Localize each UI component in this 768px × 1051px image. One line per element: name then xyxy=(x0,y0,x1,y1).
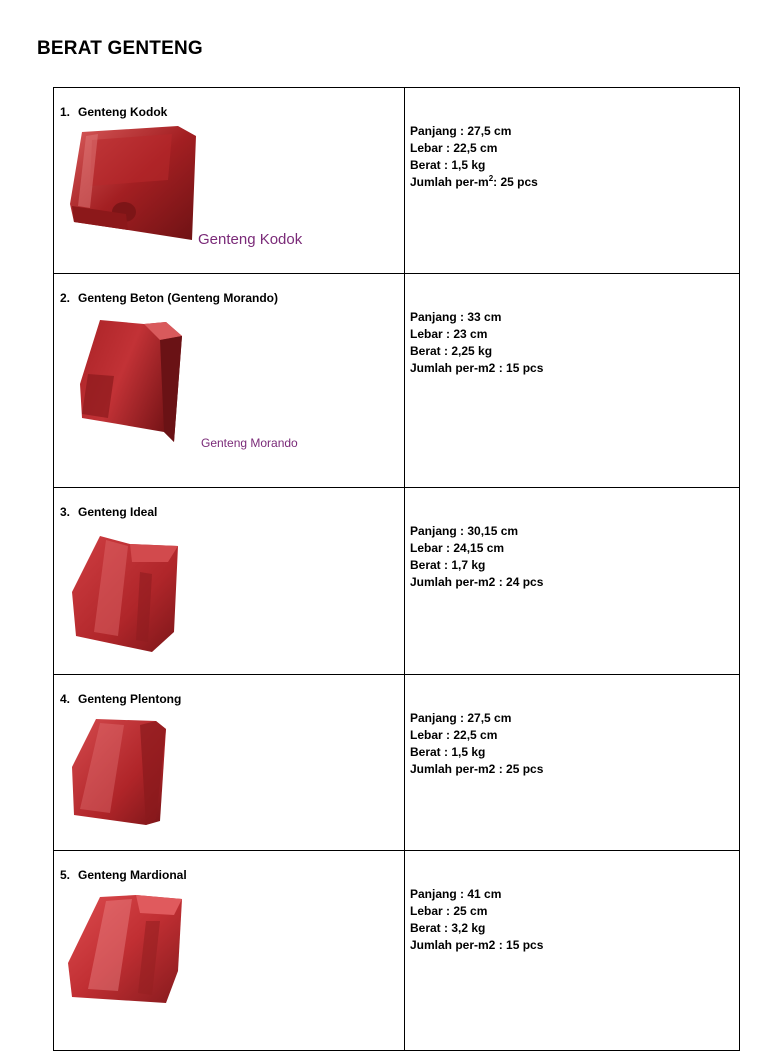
spec-lebar: Lebar : 22,5 cm xyxy=(410,141,498,155)
spec-cell xyxy=(405,675,740,851)
table-row xyxy=(54,88,740,274)
table-row xyxy=(54,851,740,1051)
spec-berat: Berat : 1,5 kg xyxy=(410,745,486,759)
page-title: BERAT GENTENG xyxy=(37,38,203,59)
spec-cell xyxy=(405,851,740,1051)
item-title: 3. Genteng Ideal xyxy=(60,505,158,519)
item-title: 1. Genteng Kodok xyxy=(60,105,168,119)
image-caption: Genteng Kodok xyxy=(198,231,303,248)
spec-berat: Berat : 1,7 kg xyxy=(410,558,486,572)
spec-berat: Berat : 1,5 kg xyxy=(410,158,486,172)
table-row xyxy=(54,274,740,488)
tile-cell xyxy=(54,88,405,274)
spec-jumlah: Jumlah per-m2 : 15 pcs xyxy=(410,361,544,375)
image-caption: Genteng Morando xyxy=(201,436,298,450)
table-row xyxy=(54,488,740,675)
genteng-morando-image xyxy=(78,314,190,444)
spec-cell xyxy=(405,88,740,274)
spec-list xyxy=(405,675,739,778)
genteng-plentong-image xyxy=(70,717,170,827)
spec-lebar: Lebar : 22,5 cm xyxy=(410,728,498,742)
genteng-kodok-image xyxy=(68,122,198,242)
roof-tile-weight-table xyxy=(53,87,740,1051)
spec-lebar: Lebar : 24,15 cm xyxy=(410,541,505,555)
genteng-ideal-image xyxy=(70,532,182,654)
spec-list xyxy=(405,88,739,191)
genteng-mardional-image xyxy=(66,891,186,1005)
spec-cell xyxy=(405,274,740,488)
spec-cell xyxy=(405,488,740,675)
spec-panjang: Panjang : 27,5 cm xyxy=(410,711,512,725)
spec-list xyxy=(405,488,739,591)
item-title: 4. Genteng Plentong xyxy=(60,692,182,706)
table-row xyxy=(54,675,740,851)
spec-panjang: Panjang : 30,15 cm xyxy=(410,524,519,538)
spec-panjang: Panjang : 27,5 cm xyxy=(410,124,512,138)
spec-list xyxy=(405,851,739,954)
spec-lebar: Lebar : 25 cm xyxy=(410,904,488,918)
item-title: 5. Genteng Mardional xyxy=(60,868,187,882)
spec-berat: Berat : 2,25 kg xyxy=(410,344,493,358)
tile-cell xyxy=(54,488,405,675)
spec-jumlah: Jumlah per-$m^2$: 25 pcs xyxy=(410,174,538,189)
tile-cell xyxy=(54,675,405,851)
spec-berat: Berat : 3,2 kg xyxy=(410,921,486,935)
spec-list xyxy=(405,274,739,377)
spec-panjang: Panjang : 33 cm xyxy=(410,310,502,324)
tile-cell xyxy=(54,274,405,488)
spec-jumlah: Jumlah per-m2 : 24 pcs xyxy=(410,575,544,589)
spec-lebar: Lebar : 23 cm xyxy=(410,327,488,341)
spec-panjang: Panjang : 41 cm xyxy=(410,887,502,901)
item-title: 2. Genteng Beton (Genteng Morando) xyxy=(60,291,278,305)
spec-jumlah: Jumlah per-m2 : 15 pcs xyxy=(410,938,544,952)
tile-cell xyxy=(54,851,405,1051)
spec-jumlah: Jumlah per-m2 : 25 pcs xyxy=(410,762,544,776)
